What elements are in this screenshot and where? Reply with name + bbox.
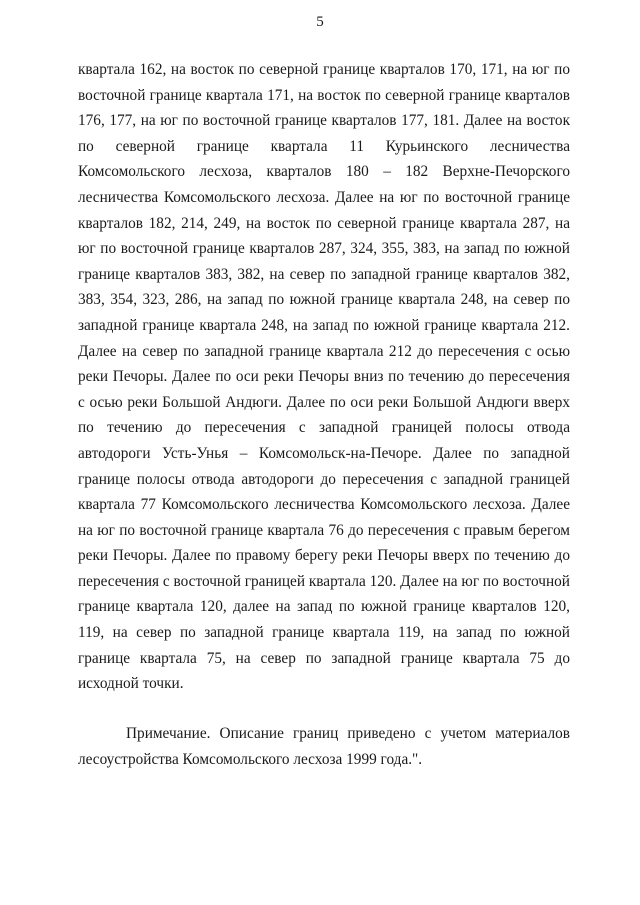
text-line: границе кварталов 383, 382, на север по западной границе кварталов 382, [78, 265, 570, 283]
text-line: Далее на север по западной границе квартала 212 до пересечения с осью [78, 342, 570, 360]
text-line: по течению до пересечения с западной границей полосы отвода [78, 419, 570, 437]
text-line: границе квартала 120, далее на запад по южной границе кварталов 120, [78, 598, 570, 616]
text-line: восточной границе квартала 171, на восток по северной границе кварталов [78, 86, 570, 104]
text-line: квартала 162, на восток по северной границе кварталов 170, 171, на юг по [78, 61, 570, 78]
text-line: Комсомольского лесхоза, кварталов 180 – 182 Верхне-Печорского [78, 163, 570, 181]
text-line: квартала 77 Комсомольского лесничества Комсомольского лесхоза. Далее [78, 496, 570, 514]
text-line: с осью реки Большой Андюги. Далее по оси реки Большой Андюги вверх [78, 393, 570, 411]
text-line: по северной границе квартала 11 Курьинского лесничества [78, 137, 570, 155]
boundary-description-paragraph [78, 57, 570, 697]
text-line: реки Печоры. Далее по оси реки Печоры вниз по течению до пересечения [78, 368, 570, 386]
text-line: границе полосы отвода автодороги до пересечения с западной границей [78, 470, 570, 488]
page-number: 5 [316, 14, 324, 30]
note-line: Примечание. Описание границ приведено с учетом материалов [126, 725, 570, 742]
note-paragraph [78, 721, 570, 772]
note-line: лесоустройства Комсомольского лесхоза 1999 года.". [78, 750, 423, 768]
text-line: юг по восточной границе кварталов 287, 324, 355, 383, на запад по южной [78, 240, 570, 258]
text-line: пересечения с восточной границей квартала 120. Далее на юг по восточной [78, 572, 570, 590]
text-line: западной границе квартала 248, на запад по южной границе квартала 212. [78, 316, 570, 334]
text-line: 119, на север по западной границе квартала 119, на запад по южной [78, 624, 570, 642]
text-line: автодороги Усть-Унья – Комсомольск-на-Печоре. Далее по западной [78, 444, 570, 462]
text-line: 176, 177, на юг по восточной границе кварталов 177, 181. Далее на восток [78, 112, 570, 130]
text-line: реки Печоры. Далее по правому берегу реки Печоры вверх по течению до [78, 547, 570, 565]
text-line: границе квартала 75, на север по западной границе квартала 75 до [78, 649, 570, 667]
text-line: кварталов 182, 214, 249, на восток по северной границе квартала 287, на [78, 214, 570, 232]
text-line: исходной точки. [78, 675, 184, 693]
text-line: лесничества Комсомольского лесхоза. Далее на юг по восточной границе [78, 188, 570, 206]
text-line: на юг по восточной границе квартала 76 до пересечения с правым берегом [78, 521, 570, 539]
text-line: 383, 354, 323, 286, на запад по южной границе квартала 248, на север по [78, 291, 570, 309]
